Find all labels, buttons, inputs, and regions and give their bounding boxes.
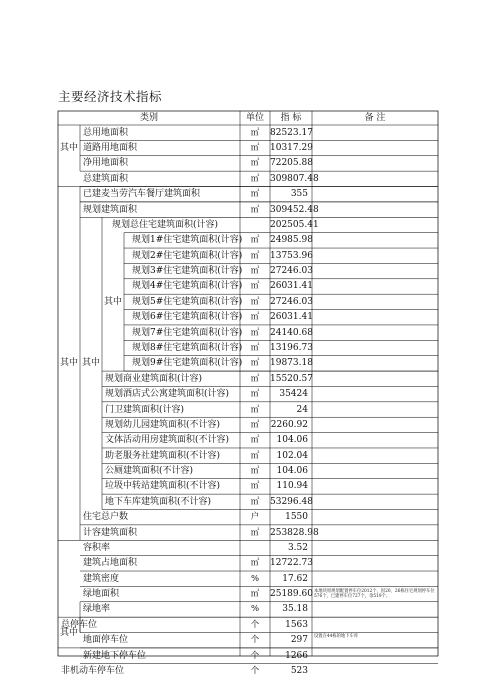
guard-unit: ㎡ xyxy=(250,404,260,415)
total-building-label: 总建筑面积 xyxy=(83,173,129,184)
building-5-value: 27246.03 xyxy=(270,296,313,307)
total-land-unit: ㎡ xyxy=(250,127,260,138)
building-6-label: 规划6#住宅建筑面积(计容) xyxy=(132,312,243,323)
group-label-residential: 其中 xyxy=(103,296,122,307)
kindergarten-label: 规划幼儿园建筑面积(不计容) xyxy=(105,419,221,430)
page-title: 主要经济技术指标 xyxy=(58,89,163,104)
toilet-label: 公厕建筑面积(不计容) xyxy=(105,466,194,477)
green-rate-label: 绿地率 xyxy=(83,604,111,615)
density-value: 17.62 xyxy=(282,573,308,584)
green-rate-value: 35.18 xyxy=(282,604,308,615)
community-service-label: 助老服务社建筑面积(不计容) xyxy=(105,450,221,461)
road-land-label: 道路用地面积 xyxy=(83,143,138,154)
garbage-value: 110.94 xyxy=(276,481,308,492)
community-service-unit: ㎡ xyxy=(250,450,260,461)
header-category: 类别 xyxy=(139,113,158,123)
total-parking-value: 1563 xyxy=(285,619,308,630)
hotel-apartment-value: 35424 xyxy=(279,389,308,400)
building-9-label: 规划9#住宅建筑面积(计容) xyxy=(132,358,243,369)
building-5-unit: ㎡ xyxy=(250,296,260,307)
far-value: 3.52 xyxy=(287,542,308,553)
gfa-counted-value: 253828.98 xyxy=(270,527,319,538)
total-residential-label: 规划总住宅建筑面积(计容) xyxy=(112,219,219,230)
building-1-value: 24985.98 xyxy=(270,235,313,246)
households-value: 1550 xyxy=(285,512,308,523)
garbage-label: 垃圾中转站建筑面积(不计容) xyxy=(105,481,221,492)
green-area-label: 绿地面积 xyxy=(83,589,120,600)
building-6-value: 26031.41 xyxy=(270,312,313,323)
kindergarten-unit: ㎡ xyxy=(250,419,260,430)
guard-label: 门卫建筑面积(计容) xyxy=(105,404,185,415)
net-land-unit: ㎡ xyxy=(250,158,260,169)
mcdonalds-value: 355 xyxy=(290,189,308,200)
building-4-value: 26031.41 xyxy=(270,281,313,292)
bike-parking-value: 523 xyxy=(290,665,308,676)
total-land-label: 总用地面积 xyxy=(83,127,129,138)
total-residential-value: 202505.41 xyxy=(270,219,319,230)
footprint-label: 建筑占地面积 xyxy=(83,558,138,569)
culture-unit: ㎡ xyxy=(250,435,260,446)
building-9-value: 19873.18 xyxy=(270,358,313,369)
ground-parking-label: 地面停车位 xyxy=(83,635,129,646)
mcdonalds-unit: ㎡ xyxy=(250,189,260,200)
building-1-unit: ㎡ xyxy=(250,235,260,246)
planned-building-value: 309452.48 xyxy=(270,204,319,215)
households-label: 住宅总户数 xyxy=(83,512,129,523)
building-5-label: 规划5#住宅建筑面积(计容) xyxy=(132,296,243,307)
hotel-apartment-unit: ㎡ xyxy=(250,389,260,400)
underground-parking-unit: 个 xyxy=(250,650,260,661)
building-6-unit: ㎡ xyxy=(250,312,260,323)
underground-parking-label: 新建地下停车位 xyxy=(83,650,147,661)
community-service-value: 102.04 xyxy=(276,450,308,461)
header-remarks: 备 注 xyxy=(364,113,386,123)
building-3-label: 规划3#住宅建筑面积(计容) xyxy=(132,266,243,277)
planned-building-unit: ㎡ xyxy=(250,204,260,215)
far-label: 容积率 xyxy=(83,542,111,553)
group-label-building: 其中 xyxy=(59,358,78,369)
toilet-value: 104.06 xyxy=(276,466,308,477)
header-unit: 单位 xyxy=(245,113,264,123)
building-7-unit: ㎡ xyxy=(250,327,260,338)
building-2-label: 规划2#住宅建筑面积(计容) xyxy=(132,250,243,261)
group-label-land: 其中 xyxy=(59,143,78,154)
culture-value: 104.06 xyxy=(276,435,308,446)
gfa-counted-label: 计容建筑面积 xyxy=(83,527,138,538)
bike-parking-unit: 个 xyxy=(250,665,260,676)
hotel-apartment-label: 规划酒店式公寓建筑面积(计容) xyxy=(105,389,230,400)
total-parking-unit: 个 xyxy=(250,619,260,630)
density-unit: % xyxy=(250,573,260,584)
parking-remark: 本地块原规划配置停车位2012个，因20、26栋住宅规划停车位576个，已建停车位727个，余519个。 xyxy=(314,589,435,600)
total-building-unit: ㎡ xyxy=(250,173,260,184)
footprint-value: 12722.73 xyxy=(270,558,313,569)
header-indicator: 指 标 xyxy=(280,113,302,123)
building-8-value: 13196.73 xyxy=(270,343,313,353)
road-land-unit: ㎡ xyxy=(250,143,260,154)
building-8-unit: ㎡ xyxy=(250,343,260,353)
building-3-value: 27246.03 xyxy=(270,266,313,277)
kindergarten-value: 2260.92 xyxy=(270,419,308,430)
total-parking-label: 总停车位 xyxy=(61,619,98,630)
garage-unit: ㎡ xyxy=(250,496,260,507)
households-unit: 户 xyxy=(250,512,260,523)
building-2-value: 13753.96 xyxy=(270,250,313,261)
net-land-value: 72205.88 xyxy=(270,158,313,169)
culture-label: 文体活动用房建筑面积(不计容) xyxy=(105,435,230,446)
mcdonalds-label: 已建麦当劳汽车餐厅建筑面积 xyxy=(83,189,201,200)
building-8-label: 规划8#住宅建筑面积(计容) xyxy=(132,343,243,353)
building-3-unit: ㎡ xyxy=(250,266,260,277)
underground-parking-value: 1266 xyxy=(285,650,308,661)
group-label-parking: 其中 xyxy=(59,627,78,638)
group-label-planned: 其中 xyxy=(81,358,100,369)
building-1-label: 规划1#住宅建筑面积(计容) xyxy=(132,235,243,246)
commercial-value: 15520.57 xyxy=(270,373,313,384)
total-land-value: 82523.17 xyxy=(270,127,313,138)
footprint-unit: ㎡ xyxy=(250,558,260,569)
bike-parking-label: 非机动车停车位 xyxy=(61,665,125,676)
green-rate-unit: % xyxy=(250,604,260,615)
ground-parking-unit: 个 xyxy=(250,635,260,646)
building-7-value: 24140.68 xyxy=(270,327,313,338)
road-land-value: 10317.29 xyxy=(270,143,313,154)
bike-parking-remark: 设置在44栋的地下车库 xyxy=(314,634,359,640)
ground-parking-value: 297 xyxy=(290,635,308,646)
building-7-label: 规划7#住宅建筑面积(计容) xyxy=(132,327,243,338)
commercial-unit: ㎡ xyxy=(250,373,260,384)
building-9-unit: ㎡ xyxy=(250,358,260,369)
building-2-unit: ㎡ xyxy=(250,250,260,261)
garbage-unit: ㎡ xyxy=(250,481,260,492)
density-label: 建筑密度 xyxy=(83,573,120,584)
planned-building-label: 规划建筑面积 xyxy=(83,204,138,215)
toilet-unit: ㎡ xyxy=(250,466,260,477)
guard-value: 24 xyxy=(296,404,308,415)
building-4-label: 规划4#住宅建筑面积(计容) xyxy=(132,281,243,292)
total-building-value: 309807.48 xyxy=(270,173,319,184)
garage-label: 地下车库建筑面积(不计容) xyxy=(105,496,212,507)
building-4-unit: ㎡ xyxy=(250,281,260,292)
green-area-unit: ㎡ xyxy=(250,589,260,600)
green-area-value: 25189.60 xyxy=(270,589,313,600)
gfa-counted-unit: ㎡ xyxy=(250,527,260,538)
garage-value: 53296.48 xyxy=(270,496,313,507)
net-land-label: 净用地面积 xyxy=(83,158,129,169)
commercial-label: 规划商业建筑面积(计容) xyxy=(105,373,203,384)
